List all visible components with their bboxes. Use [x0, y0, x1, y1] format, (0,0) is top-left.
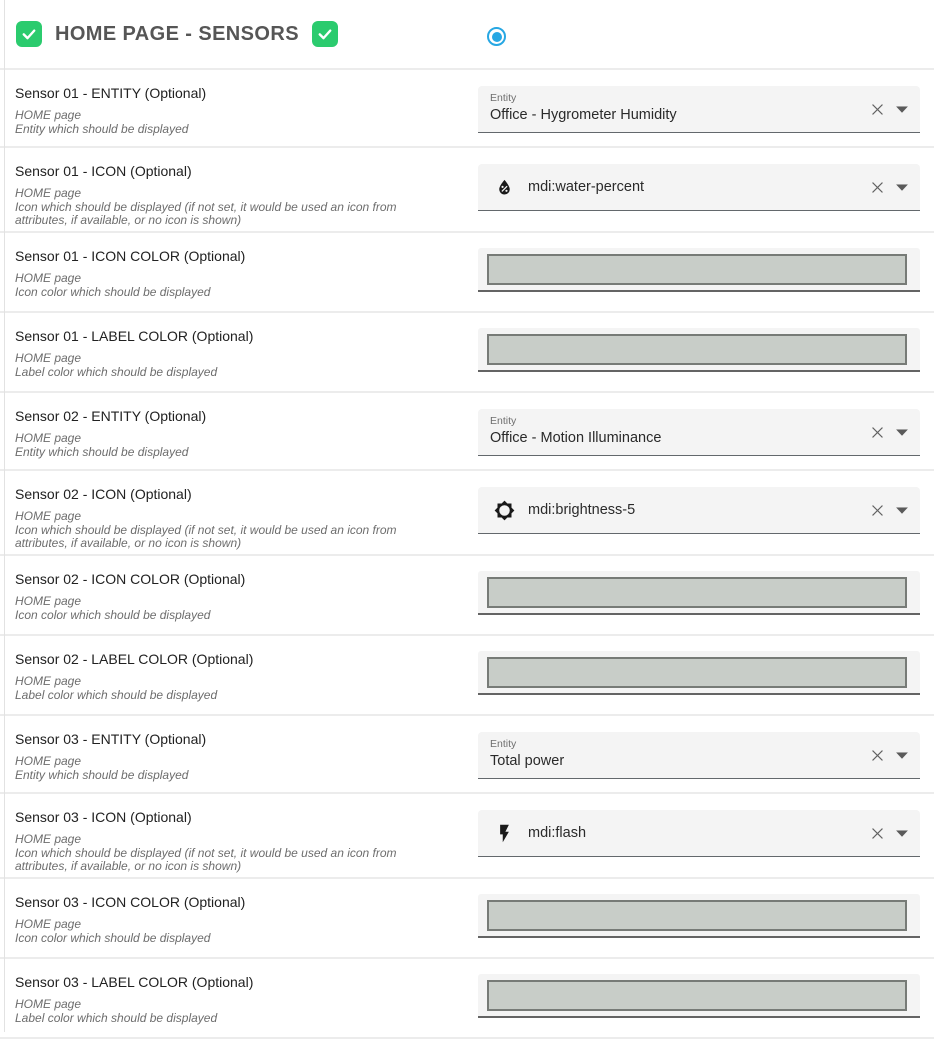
setting-info	[0, 556, 450, 622]
config-row	[0, 393, 934, 471]
setting-description: Entity which should be displayed	[15, 444, 189, 459]
chevron-down-icon[interactable]	[896, 829, 908, 837]
field-label: Entity	[490, 738, 517, 750]
setting-description: Icon color which should be displayed	[15, 930, 211, 945]
setting-label: Sensor 03 - ICON (Optional)	[15, 809, 192, 825]
setting-label: Sensor 01 - ENTITY (Optional)	[15, 85, 207, 101]
chevron-down-icon[interactable]	[896, 183, 908, 191]
config-row	[0, 313, 934, 393]
setting-group: HOME page	[15, 186, 82, 200]
radio-dot	[492, 32, 502, 42]
setting-label: Sensor 01 - ICON COLOR (Optional)	[15, 248, 246, 264]
color-input[interactable]	[487, 577, 907, 608]
setting-group: HOME page	[15, 509, 82, 523]
entity-select[interactable]	[478, 409, 920, 456]
color-input[interactable]	[487, 254, 907, 285]
field-label: Entity	[490, 92, 517, 104]
setting-description: Entity which should be displayed	[15, 767, 189, 782]
config-row	[0, 471, 934, 556]
setting-label: Sensor 02 - LABEL COLOR (Optional)	[15, 651, 254, 667]
color-input[interactable]	[487, 980, 907, 1011]
brightness-5-icon	[494, 500, 515, 521]
setting-info	[0, 716, 450, 782]
setting-info	[0, 70, 450, 136]
clear-icon[interactable]	[868, 423, 886, 441]
setting-info	[0, 233, 450, 299]
config-row	[0, 556, 934, 636]
color-field[interactable]	[478, 974, 920, 1018]
water-percent-icon	[494, 177, 515, 198]
icon-select[interactable]	[478, 164, 920, 211]
setting-label: Sensor 02 - ENTITY (Optional)	[15, 408, 207, 424]
setting-label: Sensor 03 - ICON COLOR (Optional)	[15, 894, 246, 910]
config-row	[0, 879, 934, 959]
config-row	[0, 233, 934, 313]
config-row	[0, 959, 934, 1039]
config-row	[0, 148, 934, 233]
clear-icon[interactable]	[868, 100, 886, 118]
color-input[interactable]	[487, 334, 907, 365]
icon-select[interactable]	[478, 487, 920, 534]
checkbox-icon	[16, 21, 42, 47]
config-row	[0, 716, 934, 794]
clear-icon[interactable]	[868, 746, 886, 764]
setting-group: HOME page	[15, 754, 82, 768]
color-field[interactable]	[478, 248, 920, 292]
entity-select[interactable]	[478, 732, 920, 779]
setting-group: HOME page	[15, 108, 82, 122]
color-input[interactable]	[487, 900, 907, 931]
chevron-down-icon[interactable]	[896, 105, 908, 113]
entity-select[interactable]	[478, 86, 920, 133]
setting-label: Sensor 03 - LABEL COLOR (Optional)	[15, 974, 254, 990]
setting-info	[0, 959, 450, 1025]
section-header	[0, 0, 934, 70]
setting-description: Icon which should be displayed (if not set, it would be used an icon from attributes, if available, or no icon is shown)	[15, 522, 397, 550]
setting-info	[0, 794, 450, 874]
config-row	[0, 794, 934, 879]
color-field[interactable]	[478, 651, 920, 695]
config-row	[0, 70, 934, 148]
chevron-down-icon[interactable]	[896, 751, 908, 759]
color-input[interactable]	[487, 657, 907, 688]
radio-selected-icon[interactable]	[487, 27, 506, 46]
panel-left-border	[4, 0, 5, 1032]
setting-info	[0, 636, 450, 702]
config-row	[0, 636, 934, 716]
setting-group: HOME page	[15, 594, 82, 608]
color-field[interactable]	[478, 328, 920, 372]
field-value: Office - Motion Illuminance	[490, 430, 662, 446]
setting-group: HOME page	[15, 271, 82, 285]
field-label: Entity	[490, 415, 517, 427]
settings-list	[0, 70, 934, 1039]
setting-group: HOME page	[15, 917, 82, 931]
color-field[interactable]	[478, 894, 920, 938]
clear-icon[interactable]	[868, 178, 886, 196]
setting-description: Icon color which should be displayed	[15, 284, 211, 299]
field-value: mdi:brightness-5	[528, 502, 636, 518]
setting-label: Sensor 02 - ICON COLOR (Optional)	[15, 571, 246, 587]
setting-description: Icon which should be displayed (if not set, it would be used an icon from attributes, if available, or no icon is shown)	[15, 845, 397, 873]
setting-description: Label color which should be displayed	[15, 687, 218, 702]
checkbox-icon	[312, 21, 338, 47]
field-value: Office - Hygrometer Humidity	[490, 107, 677, 123]
clear-icon[interactable]	[868, 824, 886, 842]
page-title: HOME PAGE - SENSORS	[55, 22, 299, 45]
setting-group: HOME page	[15, 832, 82, 846]
setting-label: Sensor 01 - ICON (Optional)	[15, 163, 192, 179]
setting-description: Icon which should be displayed (if not set, it would be used an icon from attributes, if available, or no icon is shown)	[15, 199, 397, 227]
setting-group: HOME page	[15, 997, 82, 1011]
setting-info	[0, 879, 450, 945]
setting-info	[0, 393, 450, 459]
clear-icon[interactable]	[868, 501, 886, 519]
setting-group: HOME page	[15, 431, 82, 445]
setting-info	[0, 471, 450, 551]
setting-description: Icon color which should be displayed	[15, 607, 211, 622]
setting-group: HOME page	[15, 351, 82, 365]
field-value: mdi:flash	[528, 825, 587, 841]
setting-group: HOME page	[15, 674, 82, 688]
chevron-down-icon[interactable]	[896, 428, 908, 436]
chevron-down-icon[interactable]	[896, 506, 908, 514]
field-value: mdi:water-percent	[528, 179, 645, 195]
setting-info	[0, 313, 450, 379]
field-value: Total power	[490, 753, 565, 769]
setting-description: Label color which should be displayed	[15, 364, 218, 379]
flash-icon	[494, 823, 515, 844]
setting-description: Entity which should be displayed	[15, 121, 189, 136]
icon-select[interactable]	[478, 810, 920, 857]
setting-label: Sensor 01 - LABEL COLOR (Optional)	[15, 328, 254, 344]
setting-info	[0, 148, 450, 228]
setting-description: Label color which should be displayed	[15, 1010, 218, 1025]
setting-label: Sensor 03 - ENTITY (Optional)	[15, 731, 207, 747]
setting-label: Sensor 02 - ICON (Optional)	[15, 486, 192, 502]
color-field[interactable]	[478, 571, 920, 615]
